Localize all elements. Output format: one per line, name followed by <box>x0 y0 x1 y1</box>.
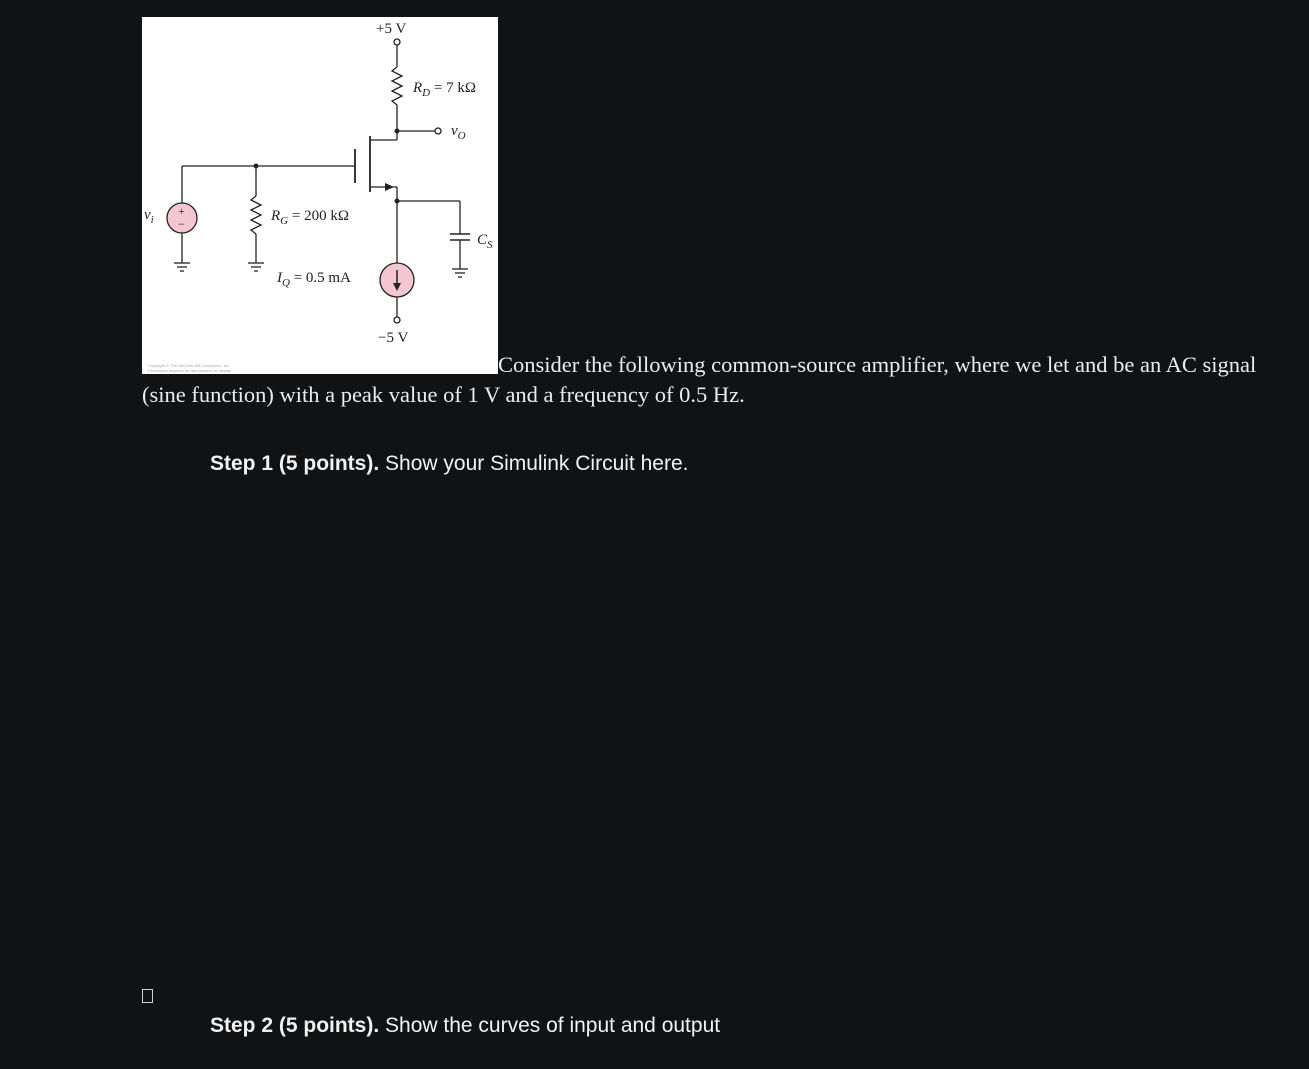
vss-terminal <box>394 317 400 323</box>
intro-line-2: (sine function) with a peak value of 1 V and a frequency of 0.5 Hz. <box>142 382 745 407</box>
vdd-terminal <box>394 39 400 45</box>
circuit-figure <box>142 17 498 374</box>
rg-resistor <box>251 196 261 234</box>
checkbox[interactable] <box>142 989 153 1003</box>
ground-symbol-3 <box>452 269 468 277</box>
vi-label: $v_i$ <box>144 207 154 226</box>
output-terminal <box>435 128 441 134</box>
cs-label: $C_S$ <box>477 232 493 251</box>
intro-line-1: Consider the following common-source amplifier, where we let and be an AC signal <box>498 352 1257 377</box>
step-2-text: Show the curves of input and output <box>379 1014 721 1037</box>
rd-resistor <box>392 67 402 105</box>
iq-label: $I_Q = 0.5$ mA <box>277 270 351 289</box>
copyright-line-1: Copyright © The McGraw-Hill Companies, Inc. <box>148 363 231 368</box>
circuit-diagram <box>142 17 498 374</box>
step-1-text: Show your Simulink Circuit here. <box>379 452 689 475</box>
source-minus: − <box>178 217 185 231</box>
step-2-heading <box>210 1014 720 1038</box>
ground-symbol-1 <box>174 263 190 271</box>
vo-label: $v_O$ <box>451 123 466 142</box>
source-plus: + <box>178 204 185 218</box>
step-1-heading <box>210 452 688 476</box>
ground-symbol-2 <box>248 263 264 271</box>
source-arrow <box>385 183 394 191</box>
step-1-bold: Step 1 (5 points). <box>210 452 380 475</box>
copyright-line-2: Permission required for reproduction or display. <box>148 368 232 373</box>
rg-label: $R_G = 200$ kΩ <box>271 208 349 227</box>
rd-label: $R_D = 7$ kΩ <box>413 80 476 99</box>
step-2-bold: Step 2 (5 points). <box>210 1014 380 1037</box>
vss-label: −5 V <box>378 330 409 346</box>
vdd-label: +5 V <box>376 21 407 37</box>
